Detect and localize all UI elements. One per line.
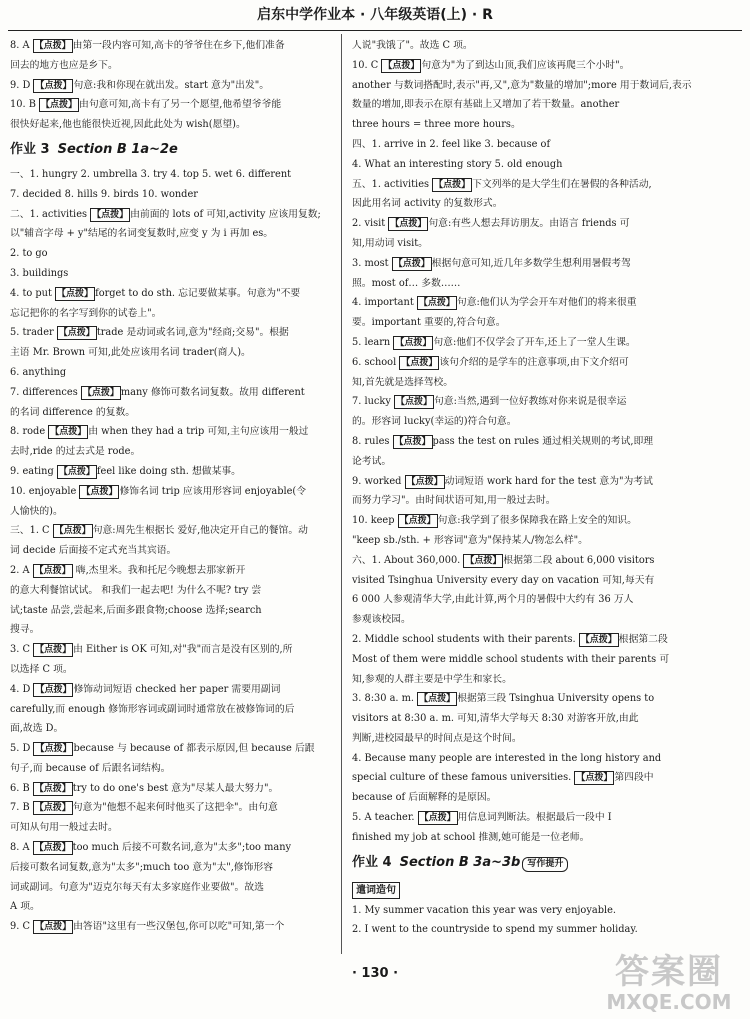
hint-tag: 【点拨】 bbox=[434, 179, 471, 190]
header-divider bbox=[8, 30, 742, 31]
answer-line: 8. A 【点拨】 由第一段内容可知,高卡的爷爷住在乡下,他们准备 bbox=[10, 40, 285, 51]
answer-line: 10. enjoyable 【点拨】 修饰名词 trip 应该用形容词 enjoyable(令 bbox=[10, 485, 307, 497]
hint-tag: 【点拨】 bbox=[34, 565, 71, 576]
answer-line: 知,参观的人群主要是中学生和家长。 bbox=[352, 673, 512, 685]
hint-tag: 【点拨】 bbox=[418, 298, 455, 309]
hint-tag: 【点拨】 bbox=[35, 80, 72, 91]
answer-line: 6. anything bbox=[10, 366, 67, 378]
answer-line: 2. A 【点拨】 嗨,杰里米。我和托尼今晚想去那家新开 bbox=[10, 564, 246, 576]
section-heading-number: 作业 4 bbox=[352, 854, 392, 870]
answer-line: 6. B 【点拨】 try to do one's best 意为"尽某人最大努力"。 bbox=[10, 782, 279, 794]
answer-line: 的名词 difference 的复数。 bbox=[10, 406, 136, 418]
hint-tag: 【点拨】 bbox=[393, 258, 430, 269]
answer-line: visitors at 8:30 a. m. 可知,清华大学每天 8:30 对游客开放,由此 bbox=[352, 713, 639, 725]
left-column bbox=[10, 36, 332, 937]
answer-line: another 与数词搭配时,表示"再,又",意为"数量的增加";more 用于数词后,表示 bbox=[352, 79, 692, 91]
answer-line: 7. decided 8. hills 9. birds 10. wonder bbox=[10, 188, 198, 200]
answer-line: 词或副词。句意为"迈克尔每天有太多家庭作业要做"。故选 bbox=[10, 881, 264, 893]
answer-line: visited Tsinghua University every day on vacation 可知,每天有 bbox=[352, 574, 655, 586]
answer-line: 主语 Mr. Brown 可知,此处应该用名词 trader(商人)。 bbox=[10, 347, 251, 359]
hint-tag: 【点拨】 bbox=[395, 337, 432, 348]
answer-line: 回去的地方也应是乡下。 bbox=[10, 59, 118, 71]
answer-line: 8. A 【点拨】 too much 后接不可数名词,意为"太多";too many bbox=[10, 842, 292, 854]
answer-line: 因此用名词 activity 的复数形式。 bbox=[352, 198, 503, 210]
answer-line: 词 decide 后面接不定式充当其宾语。 bbox=[10, 545, 177, 557]
answer-line: 2. visit 【点拨】 句意:有些人想去拜访朋友。由语言 friends 可 bbox=[352, 218, 630, 230]
section-heading-title: Section B 1a~2e bbox=[57, 141, 178, 157]
answer-line: three hours = three more hours。 bbox=[352, 119, 521, 131]
answer-line: 判断,进校园最早的时间点是这个时间。 bbox=[352, 732, 522, 744]
answer-line: 3. buildings bbox=[10, 267, 69, 279]
answer-line: 人说"我饿了"。故选 C 项。 bbox=[352, 40, 473, 51]
answer-line: 面,故选 D。 bbox=[10, 723, 64, 735]
hint-tag: 【点拨】 bbox=[58, 466, 95, 477]
section-heading-title: Section B 3a~3b bbox=[399, 854, 521, 870]
hint-tag: 【点拨】 bbox=[34, 803, 71, 814]
hint-tag: 【点拨】 bbox=[465, 555, 502, 566]
hint-tag: 【点拨】 bbox=[419, 813, 456, 824]
answer-line: 后接可数名词复数,意为"太多";much too 意为"太",修饰形容 bbox=[10, 861, 274, 873]
watermark-logo bbox=[594, 953, 744, 1015]
page-number: · 130 · bbox=[351, 966, 399, 981]
answer-line: 8. rode 【点拨】 由 when they had a trip 可知,主句应该用一般过 bbox=[10, 426, 309, 438]
hint-tag: 【点拨】 bbox=[401, 357, 438, 368]
answer-line: 9. D 【点拨】 句意:我和你现在就出发。start 意为"出发"。 bbox=[10, 79, 270, 91]
hint-tag: 【点拨】 bbox=[394, 436, 431, 447]
answer-line: 人愉快的)。 bbox=[10, 505, 63, 517]
answer-line: 9. eating 【点拨】 feel like doing sth. 想做某事。 bbox=[10, 465, 241, 477]
answer-line: 4. to put 【点拨】 forget to do sth. 忘记要做某事。句意为"不要 bbox=[10, 287, 301, 299]
answer-line: 句子,而 because of 后跟名词结构。 bbox=[10, 762, 171, 774]
answer-line: 4. Because many people are interested in the long history and bbox=[352, 752, 662, 764]
subsection-label: 遣词造句 bbox=[352, 882, 400, 899]
answer-line: 一、1. hungry 2. umbrella 3. try 4. top 5. wet 6. different bbox=[10, 168, 292, 180]
answer-line: 四、1. arrive in 2. feel like 3. because of bbox=[352, 138, 551, 150]
hint-tag: 【点拨】 bbox=[419, 694, 456, 705]
answer-line: 试;taste 品尝,尝起来,后面多跟食物;choose 选择;search bbox=[10, 604, 262, 616]
answer-line: 以选择 C 项。 bbox=[10, 663, 73, 675]
right-column bbox=[352, 36, 717, 940]
hint-tag: 【点拨】 bbox=[35, 684, 72, 695]
answer-line: 可知从句用一般过去时。 bbox=[10, 822, 118, 834]
answer-line: because of 后面解释的是原因。 bbox=[352, 792, 497, 804]
hint-tag: 【点拨】 bbox=[34, 41, 71, 51]
answer-line: 7. lucky 【点拨】 句意:当然,遇到一位好教练对你来说是很幸运 bbox=[352, 396, 627, 408]
hint-tag: 【点拨】 bbox=[54, 526, 91, 537]
answer-line: 1. My summer vacation this year was very enjoyable. bbox=[352, 904, 617, 916]
answer-line: 很快好起来,他也能很快近视,因此此处为 wish(愿望)。 bbox=[10, 119, 246, 131]
answer-line: 知,用动词 visit。 bbox=[352, 237, 428, 249]
watermark-url: MXQE.COM bbox=[606, 990, 732, 1014]
answer-line: 论考试。 bbox=[352, 455, 392, 467]
answer-line: 要。important 重要的,符合句意。 bbox=[352, 317, 506, 329]
answer-line: 三、1. C 【点拨】 句意:周先生根据长 爱好,他决定开自己的餐馆。动 bbox=[10, 525, 308, 537]
answer-line: 搜寻。 bbox=[10, 624, 40, 636]
answer-line: 9. C 【点拨】 由答语"这里有一些汉堡包,你可以吃"可知,第一个 bbox=[10, 921, 285, 933]
answer-line: 5. A teacher. 【点拨】 用信息词判断法。根据最后一段中 I bbox=[352, 812, 612, 824]
hint-tag: 【点拨】 bbox=[50, 427, 87, 438]
answer-line: special culture of these famous universities. 【点拨】 第四段中 bbox=[352, 772, 654, 784]
answer-line: 10. B 【点拨】 由句意可知,高卡有了另一个愿望,他希望爷爷能 bbox=[10, 99, 282, 111]
answer-line: "keep sb./sth. + 形容词"意为"保持某人/物怎么样"。 bbox=[352, 534, 588, 546]
answer-line: 照。most of… 多数…… bbox=[352, 277, 461, 289]
answer-line: 数量的增加,即表示在原有基础上又增加了若干数量。another bbox=[352, 99, 620, 111]
answer-line: Most of them were middle school students with their parents 可 bbox=[352, 653, 670, 665]
answer-line: 8. rules 【点拨】 pass the test on rules 通过相关规则的考试,即理 bbox=[352, 435, 654, 447]
hint-tag: 【点拨】 bbox=[35, 922, 72, 933]
hint-tag: 【点拨】 bbox=[576, 773, 613, 784]
page-header bbox=[0, 0, 750, 30]
hint-tag: 【点拨】 bbox=[390, 219, 427, 230]
answer-line: 六、1. About 360,000. 【点拨】 根据第二段 about 6,000 visitors bbox=[352, 554, 655, 566]
answer-line: 参观该校园。 bbox=[352, 614, 411, 626]
hint-tag: 【点拨】 bbox=[34, 843, 71, 854]
answer-line: 10. C 【点拨】 句意为"为了到达山顶,我们应该再爬三个小时"。 bbox=[352, 59, 630, 71]
answer-line: 以"辅音字母 + y"结尾的名词变复数时,应变 y 为 i 再加 es。 bbox=[10, 228, 274, 240]
answer-line: 5. trader 【点拨】 trade 是动词或名词,意为"经商;交易"。根据 bbox=[10, 327, 289, 339]
answer-line: 3. C 【点拨】 由 Either is OK 可知,对"我"而言是没有区别的,所 bbox=[10, 644, 293, 656]
answer-line: 去时,ride 的过去式是 rode。 bbox=[10, 446, 141, 458]
hint-tag: 【点拨】 bbox=[383, 60, 420, 71]
answer-line: 五、1. activities 【点拨】 下文列举的是大学生们在暑假的各种活动, bbox=[352, 178, 652, 190]
answer-line: carefully,而 enough 修饰形容词或副词时通常放在被修饰词的后 bbox=[10, 703, 295, 715]
answer-line: 6. school 【点拨】 该句介绍的是学车的注意事项,由下文介绍可 bbox=[352, 356, 629, 368]
answer-line: A 项。 bbox=[10, 901, 40, 913]
hint-tag: 【点拨】 bbox=[34, 783, 71, 794]
answer-line: 2. to go bbox=[10, 248, 48, 260]
hint-tag: 【点拨】 bbox=[57, 288, 94, 299]
hint-tag: 【点拨】 bbox=[58, 328, 95, 339]
answer-line: 而努力学习"。由时间状语可知,用一般过去时。 bbox=[352, 495, 556, 507]
section-badge: 写作提升 bbox=[522, 857, 568, 872]
answer-line: 4. important 【点拨】 句意:他们认为学会开车对他们的将来很重 bbox=[352, 297, 637, 309]
hint-tag: 【点拨】 bbox=[35, 744, 72, 755]
hint-tag: 【点拨】 bbox=[35, 645, 72, 656]
answer-line: 二、1. activities 【点拨】 由前面的 lots of 可知,activity 应该用复数; bbox=[10, 208, 321, 220]
hint-tag: 【点拨】 bbox=[41, 100, 78, 111]
answer-line: finished my job at school 推测,她可能是一位老师。 bbox=[352, 831, 590, 843]
hint-tag: 【点拨】 bbox=[81, 486, 118, 497]
answer-line: 2. Middle school students with their parents. 【点拨】 根据第二段 bbox=[352, 633, 668, 645]
answer-line: 的。形容词 lucky(幸运的)符合句意。 bbox=[352, 416, 517, 428]
hint-tag: 【点拨】 bbox=[399, 516, 436, 527]
column-divider bbox=[341, 34, 342, 954]
section-heading bbox=[10, 135, 332, 165]
section-heading-number: 作业 3 bbox=[10, 141, 50, 157]
header-title: 启东中学作业本 · 八年级英语(上) · R bbox=[257, 7, 493, 23]
watermark-text: 答案圈 bbox=[615, 952, 723, 992]
answer-line: 知,首先就是选择驾校。 bbox=[352, 376, 454, 388]
answer-line: 9. worked 【点拨】 动词短语 work hard for the test 意为"为考试 bbox=[352, 475, 653, 487]
answer-line: 4. What an interesting story 5. old enough bbox=[352, 158, 563, 170]
answer-line: 3. 8:30 a. m. 【点拨】 根据第三段 Tsinghua University opens to bbox=[352, 693, 655, 705]
answer-line: 5. D 【点拨】 because 与 because of 都表示原因,但 because 后跟 bbox=[10, 743, 315, 755]
answer-line: 10. keep 【点拨】 句意:我学到了很多保障我在路上安全的知识。 bbox=[352, 515, 637, 527]
section-heading bbox=[352, 848, 717, 878]
hint-tag: 【点拨】 bbox=[92, 209, 129, 220]
answer-line: 3. most 【点拨】 根据句意可知,近几年多数学生想利用暑假考驾 bbox=[352, 257, 631, 269]
answer-line: 5. learn 【点拨】 句意:他们不仅学会了开车,还上了一堂人生课。 bbox=[352, 336, 636, 348]
hint-tag: 【点拨】 bbox=[395, 397, 432, 408]
answer-line: 4. D 【点拨】 修饰动词短语 checked her paper 需要用副词 bbox=[10, 683, 281, 695]
hint-tag: 【点拨】 bbox=[406, 476, 443, 487]
answer-line: 2. I went to the countryside to spend my summer holiday. bbox=[352, 924, 638, 936]
answer-line: 忘记把你的名字写到你的试卷上"。 bbox=[10, 307, 162, 319]
answer-line: 7. B 【点拨】 句意为"他想不起来何时他买了这把伞"。由句意 bbox=[10, 802, 278, 814]
hint-tag: 【点拨】 bbox=[82, 387, 119, 398]
answer-line: 6 000 人参观清华大学,由此计算,两个月的暑假中大约有 36 万人 bbox=[352, 594, 634, 606]
answer-line: 7. differences 【点拨】 many 修饰可数名词复数。故用 different bbox=[10, 386, 305, 398]
hint-tag: 【点拨】 bbox=[580, 634, 617, 645]
answer-line: 的意大利餐馆试试。 和我们一起去吧! 为什么不呢? try 尝 bbox=[10, 584, 262, 596]
